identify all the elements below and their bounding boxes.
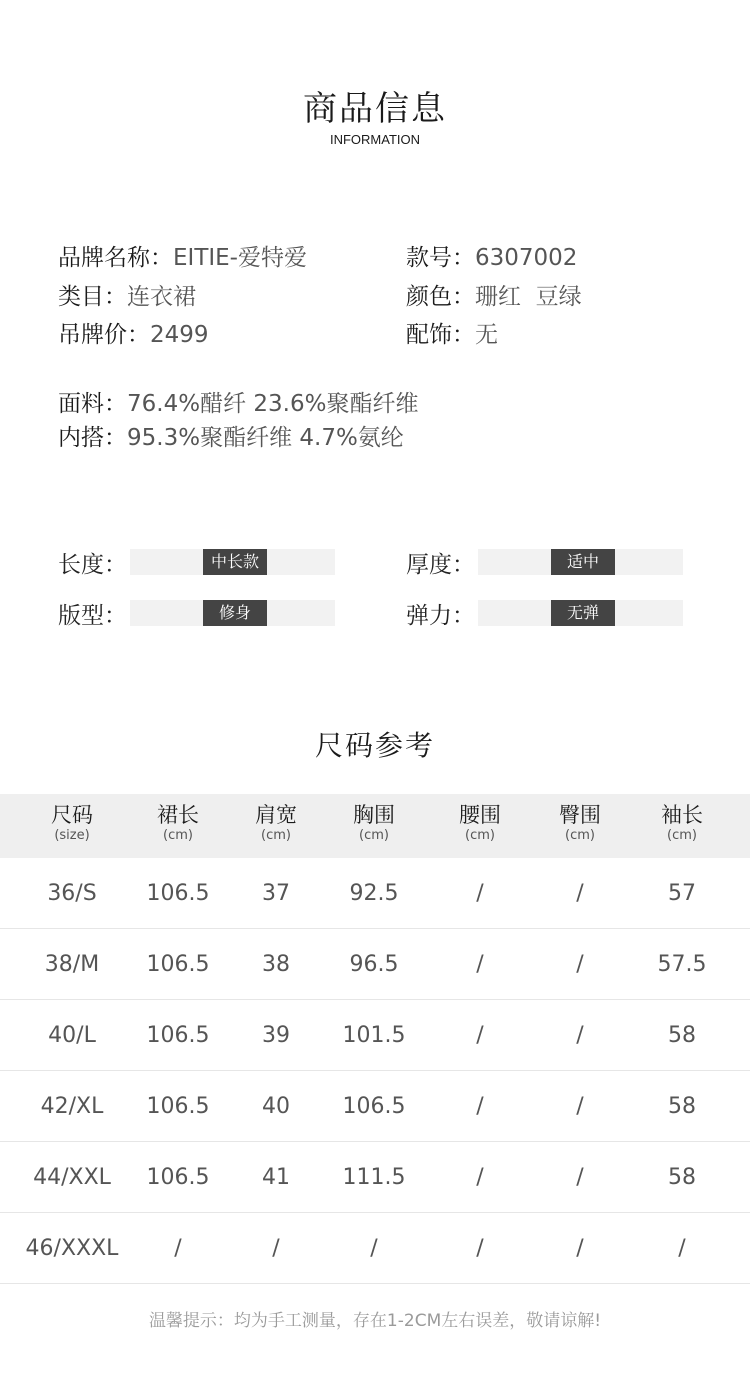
- info-lining-label: 内搭：: [58, 425, 127, 451]
- table-cell: 38/M: [44, 952, 100, 977]
- page-subtitle: INFORMATION: [329, 132, 421, 147]
- col-header-label: 臀围: [559, 803, 601, 827]
- table-cell: 42/XL: [40, 1094, 104, 1119]
- table-cell: /: [576, 1094, 584, 1119]
- attr-fit: [58, 598, 335, 628]
- attr-length-label: 长度：: [58, 551, 127, 578]
- col-header-unit: (cm): [565, 828, 595, 843]
- table-cell: /: [576, 881, 584, 906]
- attr-elasticity-label: 弹力：: [406, 602, 475, 629]
- col-header-unit: (cm): [667, 828, 697, 843]
- table-cell: 57: [668, 881, 696, 906]
- table-row: [0, 929, 750, 1000]
- table-cell: 106.5: [146, 1165, 210, 1190]
- info-color: [406, 281, 582, 313]
- col-header-shoulder: [226, 802, 326, 844]
- table-row: [0, 1071, 750, 1142]
- col-header-bust: [324, 802, 424, 844]
- info-brand-value: EITIE-爱特爱: [173, 245, 307, 271]
- info-style-no-label: 款号：: [406, 245, 475, 271]
- info-accessory-label: 配饰：: [406, 322, 475, 348]
- table-cell: /: [174, 1236, 182, 1261]
- table-cell: 58: [668, 1094, 696, 1119]
- attr-thickness-chip: 适中: [551, 549, 615, 575]
- col-header-unit: (cm): [261, 828, 291, 843]
- table-cell: 44/XXL: [33, 1165, 111, 1190]
- col-header-label: 腰围: [459, 803, 501, 827]
- table-cell: 106.5: [146, 952, 210, 977]
- table-cell: 36/S: [47, 881, 97, 906]
- info-fabric-value: 76.4%醋纤 23.6%聚酯纤维: [127, 391, 419, 417]
- col-header-waist: [430, 802, 530, 844]
- info-accessory: [406, 319, 498, 351]
- info-color-value: 珊红 豆绿: [475, 284, 582, 310]
- info-price-value: 2499: [150, 322, 209, 348]
- table-cell: 46/XXXL: [25, 1236, 119, 1261]
- col-header-hip: [530, 802, 630, 844]
- table-cell: /: [272, 1236, 280, 1261]
- col-header-unit: (size): [54, 828, 90, 843]
- table-cell: /: [476, 1094, 484, 1119]
- attr-elasticity-bar: [478, 600, 683, 626]
- table-cell: 58: [668, 1023, 696, 1048]
- table-cell: 96.5: [349, 952, 399, 977]
- info-style-no: [406, 242, 577, 274]
- table-cell: 39: [262, 1023, 290, 1048]
- attr-elasticity-chip: 无弹: [551, 600, 615, 626]
- table-cell: /: [576, 1165, 584, 1190]
- table-cell: 37: [262, 881, 290, 906]
- table-cell: /: [476, 952, 484, 977]
- info-brand-label: 品牌名称：: [58, 245, 173, 271]
- info-fabric-label: 面料：: [58, 391, 127, 417]
- info-fabric: [58, 388, 418, 420]
- info-lining: [58, 422, 404, 454]
- table-cell: 41: [262, 1165, 290, 1190]
- info-category-value: 连衣裙: [127, 284, 196, 310]
- col-header-skirt-length: [128, 802, 228, 844]
- table-cell: /: [576, 1236, 584, 1261]
- info-price: [58, 319, 209, 351]
- col-header-unit: (cm): [163, 828, 193, 843]
- info-style-no-value: 6307002: [475, 245, 578, 271]
- attr-fit-chip: 修身: [203, 600, 267, 626]
- table-cell: 106.5: [146, 1023, 210, 1048]
- col-header-label: 袖长: [661, 803, 703, 827]
- col-header-label: 尺码: [51, 803, 93, 827]
- table-cell: 111.5: [342, 1165, 406, 1190]
- info-brand: [58, 242, 307, 274]
- table-row: [0, 1142, 750, 1213]
- col-header-sleeve: [632, 802, 732, 844]
- attr-thickness: [406, 547, 683, 577]
- table-cell: 57.5: [657, 952, 707, 977]
- info-price-label: 吊牌价：: [58, 322, 150, 348]
- info-accessory-value: 无: [475, 322, 498, 348]
- table-cell: /: [576, 952, 584, 977]
- attr-thickness-label: 厚度：: [406, 551, 475, 578]
- table-cell: /: [476, 881, 484, 906]
- footer-note: 温馨提示：均为手工测量，存在1-2CM左右误差，敬请谅解!: [148, 1311, 602, 1331]
- table-row: [0, 1213, 750, 1284]
- table-cell: 40/L: [48, 1023, 96, 1048]
- table-cell: /: [476, 1023, 484, 1048]
- table-cell: 106.5: [146, 881, 210, 906]
- attr-length: [58, 547, 335, 577]
- table-cell: 58: [668, 1165, 696, 1190]
- table-cell: 101.5: [342, 1023, 406, 1048]
- col-header-label: 肩宽: [255, 803, 297, 827]
- table-cell: 38: [262, 952, 290, 977]
- table-cell: /: [476, 1236, 484, 1261]
- col-header-size: [22, 802, 122, 844]
- table-cell: 92.5: [349, 881, 399, 906]
- size-section-title: 尺码参考: [314, 729, 435, 762]
- table-cell: 40: [262, 1094, 290, 1119]
- info-category: [58, 281, 196, 313]
- attr-length-chip: 中长款: [203, 549, 267, 575]
- table-row: [0, 858, 750, 929]
- table-cell: /: [476, 1165, 484, 1190]
- table-cell: 106.5: [342, 1094, 406, 1119]
- attr-length-bar: [130, 549, 335, 575]
- page-title: 商品信息: [303, 89, 447, 129]
- table-cell: /: [576, 1023, 584, 1048]
- info-lining-value: 95.3%聚酯纤维 4.7%氨纶: [127, 425, 404, 451]
- table-cell: 106.5: [146, 1094, 210, 1119]
- attr-fit-bar: [130, 600, 335, 626]
- attr-thickness-bar: [478, 549, 683, 575]
- col-header-label: 胸围: [353, 803, 395, 827]
- attr-elasticity: [406, 598, 683, 628]
- info-category-label: 类目：: [58, 284, 127, 310]
- size-table: [0, 794, 750, 1284]
- attr-fit-label: 版型：: [58, 602, 127, 629]
- info-color-label: 颜色：: [406, 284, 475, 310]
- size-table-header: [0, 794, 750, 858]
- col-header-unit: (cm): [359, 828, 389, 843]
- table-cell: /: [370, 1236, 378, 1261]
- table-cell: /: [678, 1236, 686, 1261]
- col-header-unit: (cm): [465, 828, 495, 843]
- table-row: [0, 1000, 750, 1071]
- col-header-label: 裙长: [157, 803, 199, 827]
